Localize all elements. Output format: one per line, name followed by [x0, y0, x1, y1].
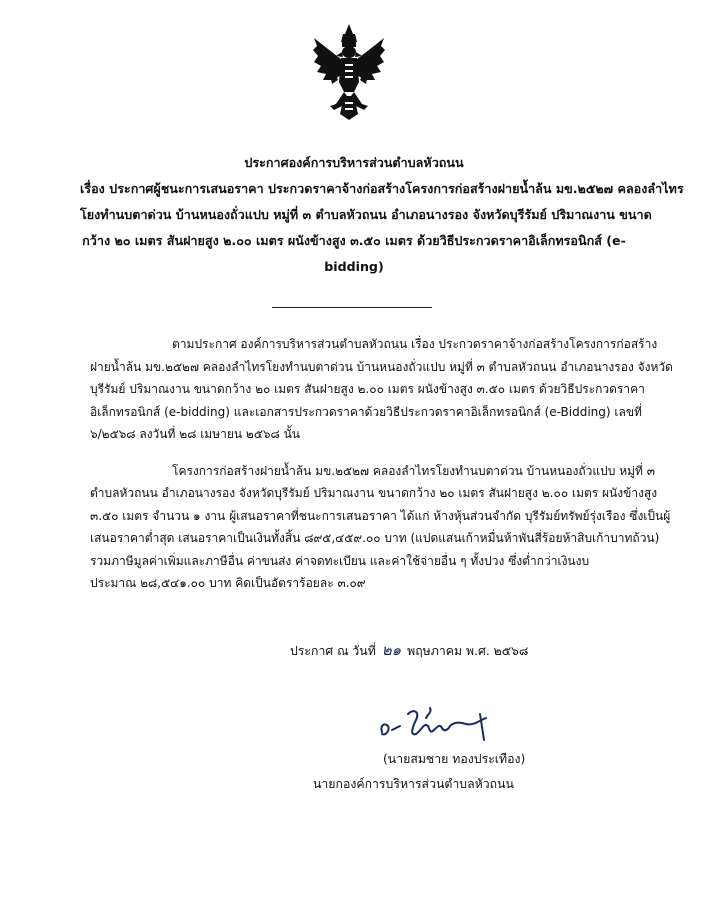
body-line: ประมาณ ๒๘,๕๔๑.๐๐ บาท คิดเป็นอัตราร้อยละ ๓.๐๙: [90, 576, 366, 590]
header-line: เรื่อง ประกาศผู้ชนะการเสนอราคา ประกวดราคาจ้างก่อสร้างโครงการก่อสร้างฝายน้ำล้น มข.๒๕๒๗ คลองลำไทร: [80, 181, 684, 196]
body-line: ๖/๒๕๖๘ ลงวันที่ ๒๘ เมษายน ๒๕๖๘ นั้น: [90, 427, 300, 441]
body-line: ๓.๕๐ เมตร จำนวน ๑ งาน ผู้เสนอราคาที่ชนะการเสนอราคา ได้แก่ ห้างหุ้นส่วนจำกัด บุรีรัมย์ทรัพย์รุ่งเรือง ซึ่งเป็นผู้: [90, 508, 671, 523]
body-line: บุรีรัมย์ ปริมาณงาน ขนาดกว้าง ๒๐ เมตร สันฝายสูง ๒.๐๐ เมตร ผนังข้างสูง ๓.๕๐ เมตร ด้วยวิธีประกวดราคา: [90, 382, 645, 396]
date-prefix: ประกาศ ณ วันที่: [290, 644, 376, 658]
handwritten-signature: [370, 700, 520, 750]
header-line: bidding): [324, 259, 384, 274]
body-line: อิเล็กทรอนิกส์ (e-bidding) และเอกสารประกวดราคาด้วยวิธีประกวดราคาอิเล็กทรอนิกส์ (e-Bidding) เลขที่: [90, 404, 642, 419]
date-suffix: พฤษภาคม พ.ศ. ๒๕๖๘: [407, 644, 529, 658]
signer-name: (นายสมชาย ทองประเทือง): [383, 752, 526, 766]
signer-position: นายกองค์การบริหารส่วนตำบลหัวถนน: [313, 777, 514, 791]
header-line: โยงทำนบตาด่วน บ้านหนองถั่วแปบ หมู่ที่ ๓ ตำบลหัวถนน อำเภอนางรอง จังหวัดบุรีรัมย์ ปริมาณงาน ขนาด: [80, 207, 652, 222]
body-line: โครงการก่อสร้างฝายน้ำล้น มข.๒๕๒๗ คลองลำไทรโยงทำนบตาด่วน บ้านหนองถั่วแปบ หมู่ที่ ๓: [172, 463, 655, 478]
header-line: ประกาศองค์การบริหารส่วนตำบลหัวถนน: [244, 155, 464, 170]
body-line: รวมภาษีมูลค่าเพิ่มและภาษีอื่น ค่าขนส่ง ค่าจดทะเบียน และค่าใช้จ่ายอื่น ๆ ทั้งปวง ซึ่งต่ำกว่าเงินงบ: [90, 553, 590, 568]
body-line: เสนอราคาต่ำสุด เสนอราคาเป็นเงินทั้งสิ้น ๘๙๕,๔๕๙.๐๐ บาท (แปดแสนเก้าหมื่นห้าพันสี่ร้อยห้าสิบเก้าบาทถ้วน): [90, 531, 660, 545]
handwritten-day: ๒๑: [381, 641, 402, 659]
body-line: ฝายน้ำล้น มข.๒๕๒๗ คลองลำไทรโยงทำนบตาด่วน บ้านหนองถั่วแปบ หมู่ที่ ๓ ตำบลหัวถนน อำเภอนางรอง จังหวัด: [90, 359, 673, 374]
body-line: ตำบลหัวถนน อำเภอนางรอง จังหวัดบุรีรัมย์ ปริมาณงาน ขนาดกว้าง ๒๐ เมตร สันฝายสูง ๒.๐๐ เมตร ผนังข้างสูง: [90, 486, 658, 500]
announcement-date: [290, 638, 528, 662]
announcement-body: [90, 333, 673, 595]
header-line: กว้าง ๒๐ เมตร สันฝายสูง ๒.๐๐ เมตร ผนังข้างสูง ๓.๕๐ เมตร ด้วยวิธีประกวดราคาอิเล็กทรอนิกส์ (e-: [82, 233, 626, 248]
header-divider: [272, 307, 432, 308]
garuda-emblem-icon: [312, 24, 386, 120]
body-line: ตามประกาศ องค์การบริหารส่วนตำบลหัวถนน เรื่อง ประกวดราคาจ้างก่อสร้างโครงการก่อสร้าง: [172, 337, 658, 351]
announcement-header: [80, 150, 684, 280]
